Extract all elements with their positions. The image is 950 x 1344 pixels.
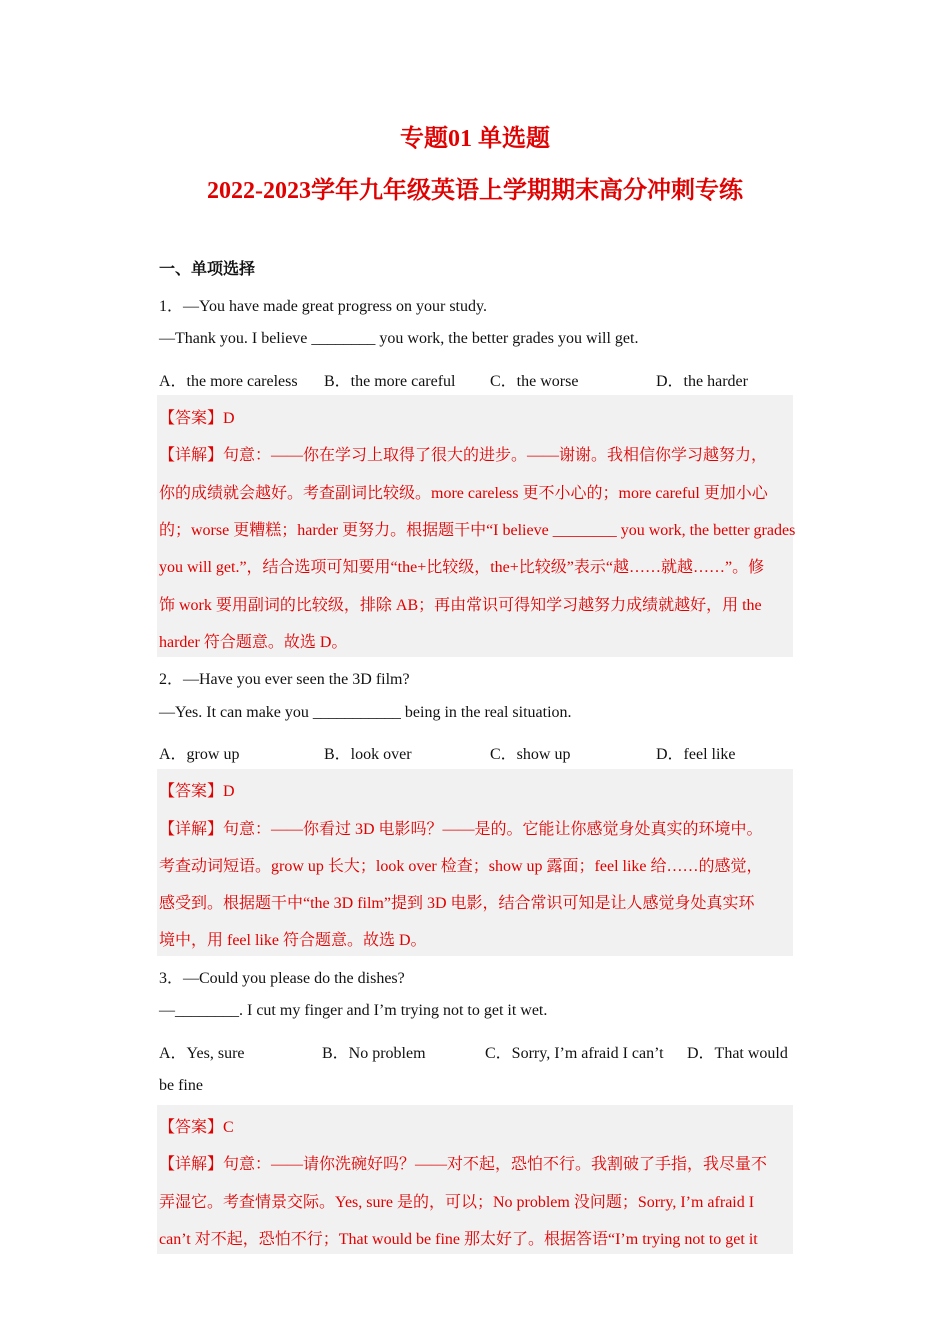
question-3-reply: —________. I cut my finger and I’m trying not to get it wet. <box>159 1002 548 1019</box>
question-1-explanation-line: 【详解】句意：——你在学习上取得了很大的进步。——谢谢。我相信你学习越努力， <box>159 447 768 464</box>
question-2-option-d: D．feel like <box>656 746 736 763</box>
question-3-stem: 3．—Could you please do the dishes? <box>159 970 405 987</box>
question-3-option-a: A．Yes, sure <box>159 1045 245 1062</box>
question-3-option-d-continued: be fine <box>159 1077 203 1094</box>
question-2-option-a: A．grow up <box>159 746 240 763</box>
question-2-option-b: B．look over <box>324 746 412 763</box>
question-1-explanation-line: you will get.”，结合选项可知要用“the+比较级，the+比较级”表示“越……就越……”。修 <box>159 559 765 576</box>
question-3-option-d: D．That would <box>687 1045 788 1062</box>
question-2-explanation-line: 【详解】句意：——你看过 3D 电影吗？——是的。它能让你感觉身处真实的环境中。 <box>159 821 763 838</box>
question-1-explanation-line: 饰 work 要用副词的比较级，排除 AB；再由常识可得知学习越努力成绩就越好，用 the <box>159 597 762 614</box>
question-2-option-c: C．show up <box>490 746 571 763</box>
question-3-explanation-line: can’t 对不起，恐怕不行；That would be fine 那太好了。根据答语“I’m trying not to get it <box>159 1231 758 1248</box>
section-heading: 一、单项选择 <box>159 261 256 278</box>
question-3-option-c: C．Sorry, I’m afraid I can’t <box>485 1045 664 1062</box>
question-2-answer: 【答案】D <box>159 783 235 800</box>
question-1-explanation-line: 的；worse 更糟糕；harder 更努力。根据题干中“I believe ________ you work, the better grades <box>159 522 796 539</box>
question-1-reply: —Thank you. I believe ________ you work, the better grades you will get. <box>159 330 639 347</box>
question-2-explanation-line: 考查动词短语。grow up 长大；look over 检查；show up 露面；feel like 给……的感觉， <box>159 858 763 875</box>
question-1-answer: 【答案】D <box>159 410 235 427</box>
question-3-explanation-line: 【详解】句意：——请你洗碗好吗？——对不起，恐怕不行。我割破了手指，我尽量不 <box>159 1156 768 1173</box>
question-2-reply: —Yes. It can make you ___________ being in the real situation. <box>159 704 572 721</box>
question-3-answer: 【答案】C <box>159 1119 234 1136</box>
question-1-option-a: A．the more careless <box>159 373 298 390</box>
question-1-stem: 1．—You have made great progress on your study. <box>159 298 487 315</box>
question-3-explanation-line: 弄湿它。考查情景交际。Yes, sure 是的，可以；No problem 没问题；Sorry, I’m afraid I <box>159 1194 755 1211</box>
question-2-explanation-line: 境中，用 feel like 符合题意。故选 D。 <box>159 932 427 949</box>
question-2-stem: 2．—Have you ever seen the 3D film? <box>159 671 410 688</box>
question-3-option-b: B．No problem <box>322 1045 426 1062</box>
question-1-option-b: B．the more careful <box>324 373 456 390</box>
question-1-option-d: D．the harder <box>656 373 748 390</box>
document-title: 专题01 单选题 <box>400 126 550 152</box>
question-2-explanation-line: 感受到。根据题干中“the 3D film”提到 3D 电影，结合常识可知是让人感觉身处真实环 <box>159 895 755 912</box>
document-subtitle: 2022-2023学年九年级英语上学期期末高分冲刺专练 <box>207 178 743 204</box>
question-1-option-c: C．the worse <box>490 373 579 390</box>
question-1-explanation-line: harder 符合题意。故选 D。 <box>159 634 348 651</box>
question-1-explanation-line: 你的成绩就会越好。考查副词比较级。more careless 更不小心的；more careful 更加小心 <box>159 485 768 502</box>
